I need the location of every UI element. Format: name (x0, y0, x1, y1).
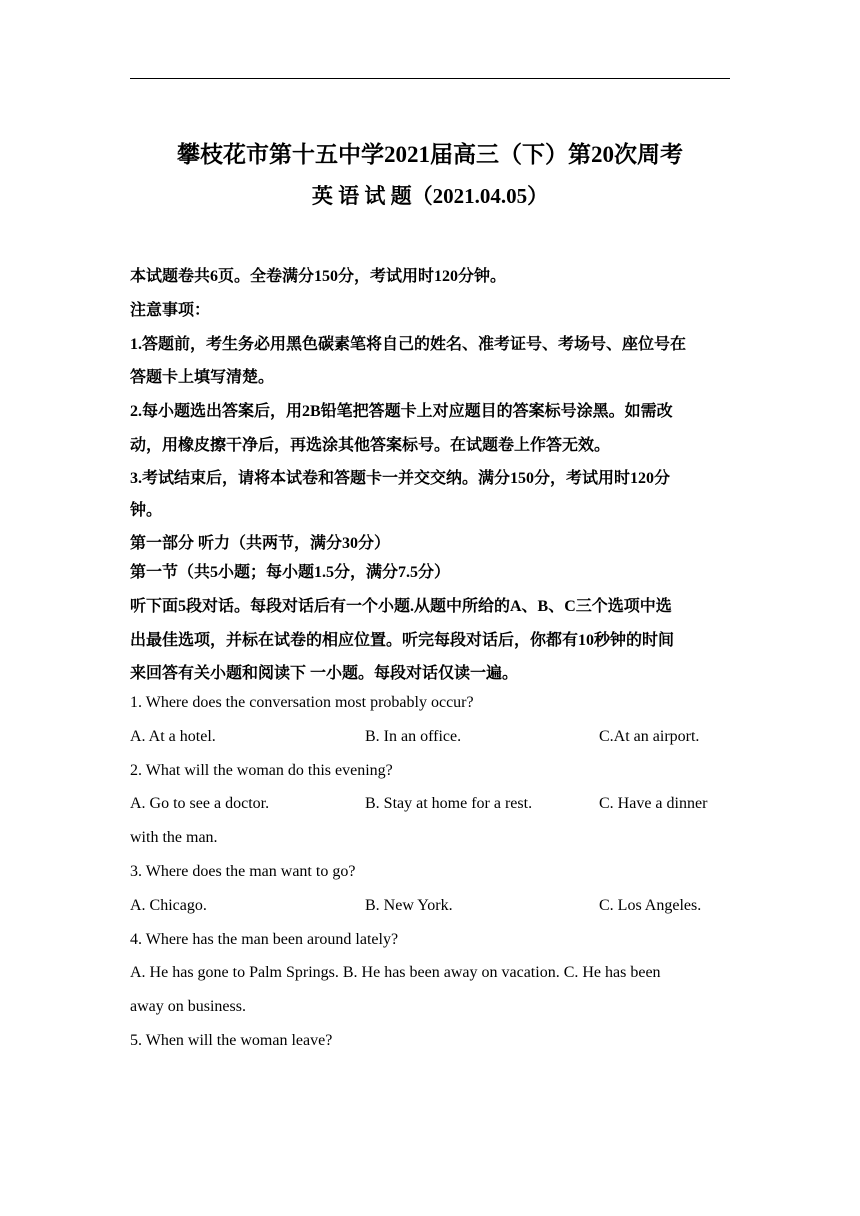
question-2-option-b: B. Stay at home for a rest. (365, 795, 533, 812)
question-4-stem: 4. Where has the man been around lately? (130, 931, 399, 948)
question-3-stem: 3. Where does the man want to go? (130, 863, 356, 880)
notice-2-line2: 动，用橡皮擦干净后，再选涂其他答案标号。在试题卷上作答无效。 (130, 437, 611, 454)
question-3-option-a: A. Chicago. (130, 897, 207, 914)
question-1-stem: 1. Where does the conversation most probably occur? (130, 694, 474, 711)
instructions-line2: 出最佳选项，并标在试卷的相应位置。听完每段对话后，你都有10秒钟的时间 (130, 632, 675, 649)
exam-title: 攀枝花市第十五中学2021届高三（下）第20次周考 (177, 142, 683, 167)
question-1-option-c: C.At an airport. (599, 728, 700, 745)
question-3-option-b: B. New York. (365, 897, 453, 914)
question-4-options-line2: away on business. (130, 998, 246, 1015)
notice-1-line2: 答题卡上填写清楚。 (130, 369, 275, 386)
notice-3-line1: 3.考试结束后，请将本试卷和答题卡一并交交纳。满分150分，考试用时120分 (130, 470, 671, 487)
exam-subtitle: 英 语 试 题（2021.04.05） (311, 184, 549, 208)
exam-summary: 本试题卷共6页。全卷满分150分，考试用时120分钟。 (130, 268, 507, 285)
notice-3-line2: 钟。 (130, 502, 163, 519)
section-heading: 第一节（共5小题；每小题1.5分，满分7.5分） (130, 564, 451, 581)
part-heading: 第一部分 听力（共两节，满分30分） (130, 535, 391, 552)
instructions-line1: 听下面5段对话。每段对话后有一个小题.从题中所给的A、B、C三个选项中选 (130, 598, 672, 615)
question-1-option-b: B. In an office. (365, 728, 462, 745)
question-2-option-c-continued: with the man. (130, 829, 218, 846)
question-2-stem: 2. What will the woman do this evening? (130, 762, 393, 779)
question-3-option-c: C. Los Angeles. (599, 897, 702, 914)
question-2-option-c: C. Have a dinner (599, 795, 708, 812)
header-rule (130, 78, 730, 79)
notice-2-line1: 2.每小题选出答案后，用2B铅笔把答题卡上对应题目的答案标号涂黑。如需改 (130, 403, 673, 420)
instructions-line3: 来回答有关小题和阅读下 一小题。每段对话仅读一遍。 (130, 665, 519, 682)
question-4-options-line1: A. He has gone to Palm Springs. B. He has been away on vacation. C. He has been (130, 964, 661, 981)
notice-heading: 注意事项： (130, 302, 211, 319)
question-2-option-a: A. Go to see a doctor. (130, 795, 270, 812)
notice-1-line1: 1.答题前，考生务必用黑色碳素笔将自己的姓名、准考证号、考场号、座位号在 (130, 336, 687, 353)
question-5-stem: 5. When will the woman leave? (130, 1032, 333, 1049)
question-1-option-a: A. At a hotel. (130, 728, 216, 745)
